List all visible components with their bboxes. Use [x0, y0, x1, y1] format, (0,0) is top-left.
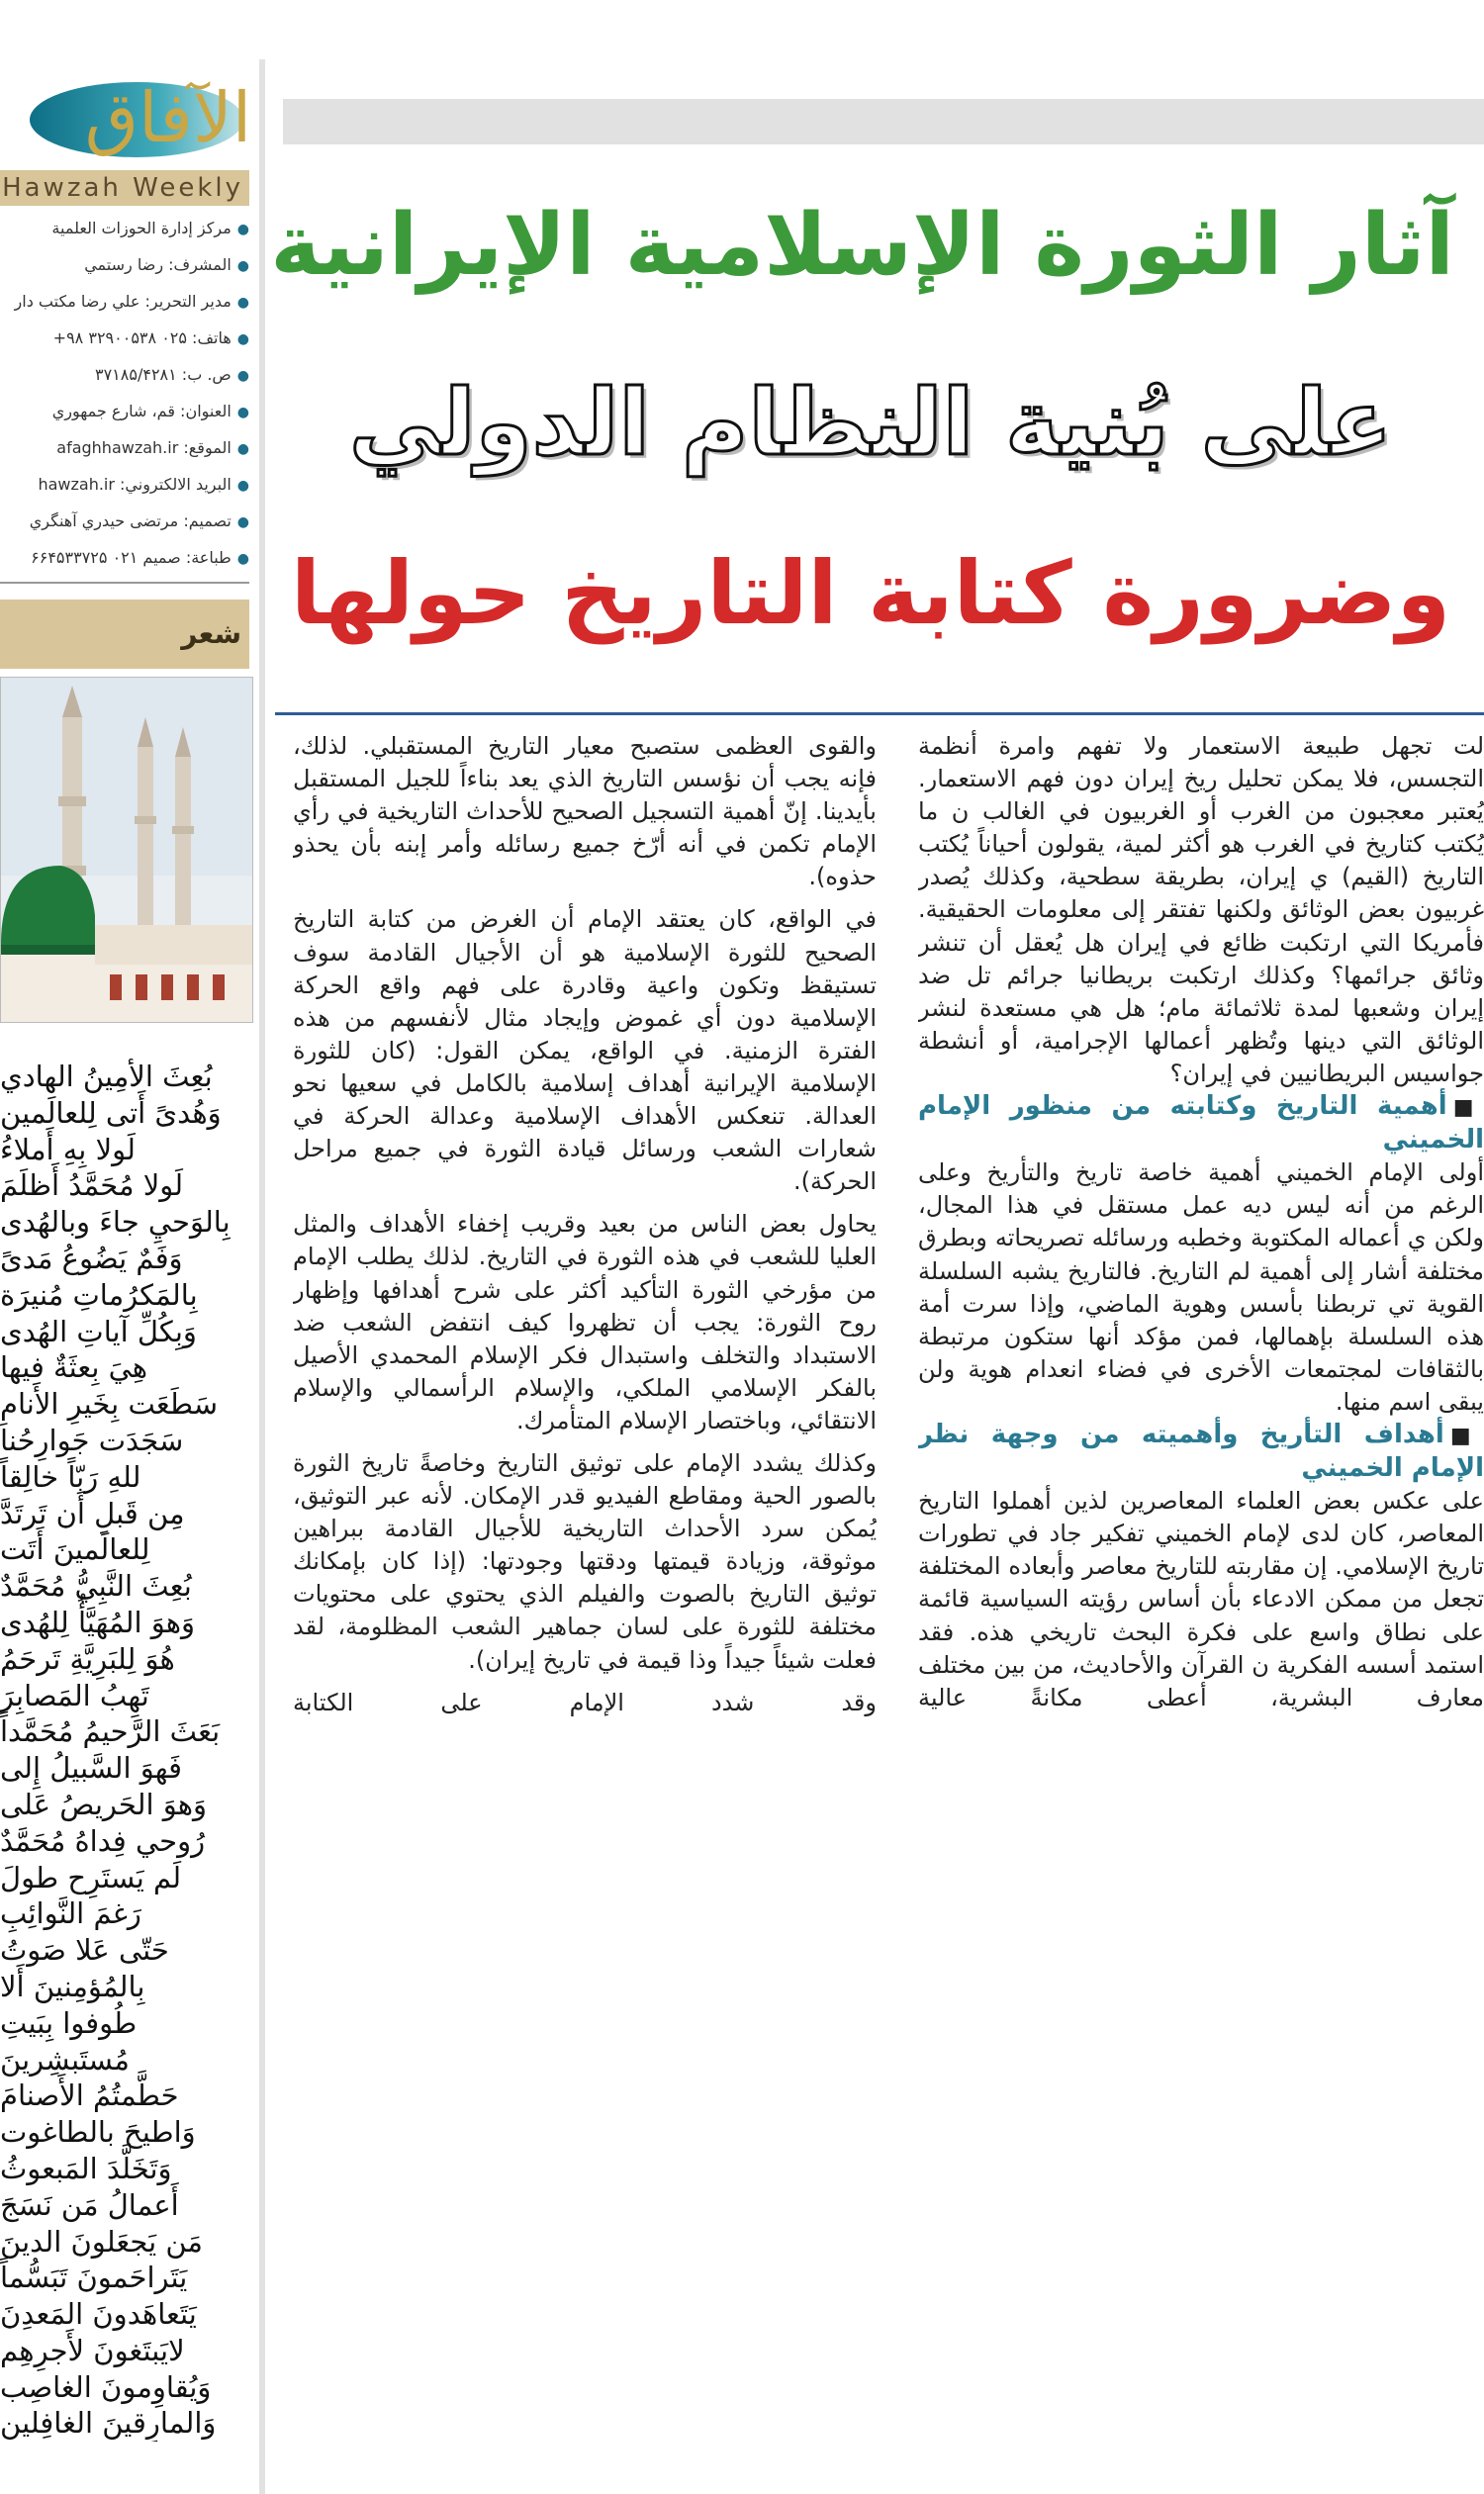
poem-line: يَتَراحَمونَ تَبَسُّماً — [0, 2261, 188, 2295]
poem-line: للهِ رَبّاً خالِقاً — [0, 1459, 141, 1494]
poem-line: حَطَّمتُمُ الأَصنامَ — [0, 2078, 179, 2113]
poem-line: وَفَمٌ يَضُوعُ مَدىً — [0, 1241, 183, 1275]
masthead-line: ●تصميم: مرتضى حيدري آهنگري — [29, 511, 249, 530]
paragraph: على عكس بعض العلماء المعاصرين لذين أهملوا التاريخ المعاصر، كان لدى لإمام الخميني تفكير جاد في تطورات تاريخ الإسلامي. إن مقاربته للتاريخ معاصر وأبعاده المختلفة تجعل من ممكن الادعاء بأن أساس رؤيته السياسية قائمة على نطاق واسع على فكرة البحث تاريخي هذه. فقد استمد أسسه الفكرية ن القرآن والأحاديث، من بين مختلف معارف البشرية، أعطى مكانةً عالية — [918, 1487, 1484, 1711]
poem-line: مُستَبشِرينَ — [0, 2042, 130, 2077]
paragraph-gap — [293, 1677, 877, 1687]
publication-logo — [20, 54, 249, 173]
poem-line: سَطَعَت بِخَيرِ الأَنامِ — [0, 1387, 218, 1422]
headline-divider — [275, 712, 1484, 715]
article-column-right — [918, 730, 1484, 2494]
masthead-line: ●الموقع: afaghhawzah.ir — [56, 438, 249, 457]
headline-line-1: آثار الثورة الإسلامية الإيرانية — [270, 196, 1454, 295]
bullet-icon: ● — [236, 478, 249, 494]
poem-line: طُوفوا بِبَيتِ — [0, 2005, 138, 2040]
subheading: ■أهمية التاريخ وكتابته من منظور الإمام الخميني — [918, 1091, 1484, 1155]
poem-line: وَهوَ المُهَيَّأُ لِلهُدى — [0, 1605, 196, 1639]
poem-line: سَجَدَت جَوارِحُنا — [0, 1423, 184, 1457]
bullet-icon: ● — [236, 405, 249, 420]
masthead-line: ●العنوان: قم، شارع جمهوري — [51, 402, 249, 420]
masthead-line: ●مركز إدارة الحوزات العلمية — [51, 219, 249, 237]
poem — [0, 1059, 255, 2442]
masthead-line: ●ص. ب: ۳۷۱۸۵/۴۲۸۱ — [94, 365, 249, 384]
weekly-label: Hawzah Weekly — [0, 170, 249, 206]
subheading: ■أهداف التأريخ وأهميته من وجهة نظر الإمام الخميني — [918, 1419, 1484, 1484]
poem-line: لِلعالَمينَ أَتَت — [0, 1532, 150, 1567]
bullet-icon: ● — [236, 368, 249, 384]
paragraph: والقوى العظمى ستصبح معيار التاريخ المستقبلي. لذلك، فإنه يجب أن نؤسس التاريخ الذي يعد بناءاً للجيل المستقبل بأيدينا. إنّ أهمية التسجيل الصحيح للأحداث التاريخية في رأي الإمام تكمن في أنه أرّخ جميع رسائله وأمر إبنه بأن يحذو حذوه). — [293, 732, 877, 891]
bullet-icon: ● — [236, 295, 249, 311]
headline-line-2: على بُنية النظام الدولي — [348, 370, 1393, 476]
masthead-line: ●هاتف: ۰۲۵ ۳۲۹۰۰۵۳۸ ۹۸+ — [52, 328, 249, 347]
paragraph: وقد شدد الإمام على الكتابة — [293, 1688, 877, 1716]
masthead-info — [0, 210, 249, 576]
poem-line: بُعِثَ الأَمِينُ الهادي — [0, 1060, 213, 1093]
poem-line: وَبِكُلِّ آياتِ الهُدى — [0, 1314, 197, 1348]
poem-line: لَم يَستَرِح طولَ — [0, 1860, 182, 1894]
poem-line: رُوحي فِداهُ مُحَمَّدٌ — [0, 1823, 206, 1858]
logo-graphic — [20, 54, 249, 173]
paragraph-gap — [293, 1437, 877, 1447]
poem-line: رَغمَ النَّوائِبِ — [0, 1896, 141, 1931]
poem-line: لَولا بِهِ أَملاءُ — [0, 1132, 136, 1166]
column-divider — [259, 59, 265, 2494]
poem-line: لايَبتَغونَ لأَجرِهِم — [0, 2333, 185, 2367]
square-bullet-icon: ■ — [1452, 1095, 1484, 1121]
bullet-icon: ● — [236, 222, 249, 237]
sidebar — [0, 0, 265, 2494]
poem-line: بِالمَكرُماتِ مُنيرَة — [0, 1277, 198, 1312]
poem-line: بِالوَحيِ جاءَ وبالهُدى — [0, 1205, 231, 1240]
poem-line: وَهُدىً أَتى لِلعالَمين — [0, 1095, 222, 1130]
masthead-line: ●البريد الالكتروني: hawzah.ir — [38, 475, 249, 494]
poem-line: مِن قَبلِ أَن تَرتَدَّ — [0, 1496, 185, 1530]
divider — [0, 582, 249, 584]
article-column-middle — [293, 730, 877, 2494]
poem-line: لَولا مُحَمَّدُ أَظلَمَ — [0, 1168, 184, 1203]
bullet-icon: ● — [236, 551, 249, 567]
poem-line: وَالمارِقينَ الغافِلين — [0, 2406, 217, 2441]
poem-line: وَيُقاوِمونَ الغاصِب — [0, 2369, 212, 2404]
paragraph-gap — [293, 893, 877, 903]
poem-line: بِالمُؤمِنينَ أَلا — [0, 1969, 145, 2003]
poem-line: بُعِثَ النَّبِيُّ مُحَمَّدٌ — [0, 1569, 192, 1604]
logo-text: الآفاق — [84, 77, 249, 158]
bullet-icon: ● — [236, 441, 249, 457]
paragraph: أولى الإمام الخميني أهمية خاصة تاريخ والتأريخ وعلى الرغم من أنه ليس ديه عمل مستقل في هذا المجال، ولكن ي أعماله المكتوبة وخطبه ورسائله تصريحاته وبطرق مختلفة أشار إلى أهمية لم التاريخ. فالتاريخ يشبه السلسلة القوية تي تربطنا بأسس وهوية الماضي، وإذا سرت أمة هذه السلسلة بإهمالها، فمن مؤكد أنها ستكون مرتبطة بالثقافات لمجتمعات الأخرى في فضاء انعدام هوية ولن يبقى اسم منها. — [918, 1158, 1484, 1416]
paragraph: لت تجهل طبيعة الاستعمار ولا تفهم وامرة أنظمة التجسس، فلا يمكن تحليل ريخ إيران دون فهم الاستعمار. يُعتبر معجبون من الغرب أو الغربيون في الغالب ن ما يُكتب كتاريخ في الغرب هو أكثر لمية، يقولون أحياناً يُكتب التاريخ (القيم) ي إيران، بطريقة سطحية، وكذلك يُصدر غربيون بعض الوثائق ولكنها تفتقر إلى معلومات الحقيقية. فأمريكا التي ارتكبت ظائع في إيران هل يُعقل أن تنشر وثائق جرائمها؟ وكذلك ارتكبت بريطانيا جرائم تل ضد إيران وشعبها لمدة ثلاثمائة مام؛ هل هي مستعدة لنشر الوثائق التي دينها وتُظهر أعمالها الإجرامية، أو أنشطة جواسيس البريطانيين في إيران؟ — [918, 732, 1484, 1087]
headline-line-3: وضرورة كتابة التاريخ حولها — [290, 542, 1451, 644]
poem-line: وَهوَ الحَريصُ عَلى — [0, 1787, 208, 1821]
poem-line: فَهوَ السَّبيلُ إِلى — [0, 1751, 182, 1786]
bullet-icon: ● — [236, 258, 249, 274]
poem-line: حَتّى عَلا صَوتُ — [0, 1933, 169, 1968]
bullet-icon: ● — [236, 514, 249, 530]
poem-line: بَعَثَ الرَّحيمُ مُحَمَّداً — [0, 1714, 221, 1749]
paragraph: في الواقع، كان يعتقد الإمام أن الغرض من كتابة التاريخ الصحيح للثورة الإسلامية هو أن الأجيال القادمة سوف تستيقظ وتكون واعية وقادرة على فهم واقع الحركة الإسلامية دون أي غموض وإيجاد مثال لأنفسهم من هذه الفترة الزمنية. في الواقع، يمكن القول: (كان للثورة الإسلامية الإيرانية أهداف إسلامية بالكامل في سعيها نحو العدالة. تنعكس الأهداف الإسلامية وعدالة الحركة في شعارات الشعب ورسائل قيادة الثورة في جميع مراحل الحركة). — [293, 905, 877, 1196]
paragraph-gap — [293, 1198, 877, 1208]
header-band — [283, 99, 1484, 144]
paragraph: يحاول بعض الناس من بعيد وقريب إخفاء الأهداف والمثل العليا للشعب في هذه الثورة في التاريخ. لذلك يطلب الإمام من مؤرخي الثورة التأكيد أكثر على شرح أهدافها وإظهار روح الثورة: يجب أن تظهروا كيف انتفض الشعب ضد الاستبداد والتخلف واستبدال فكر الإسلام المحمدي الأصيل بالفكر الإسلامي الملكي، والإسلام الرأسمالي والإسلام الانتقائي، وباختصار الإسلام المتأمرك. — [293, 1210, 877, 1434]
masthead-line: ●المشرف: رضا رستمي — [84, 255, 249, 274]
bullet-icon: ● — [236, 331, 249, 347]
masthead-line: ●طباعة: صميم ۰۲۱ ۶۶۴۵۳۳۷۲۵ — [31, 548, 249, 567]
poem-line: مَن يَجعَلونَ الدينَ — [0, 2224, 203, 2259]
paragraph: وكذلك يشدد الإمام على توثيق التاريخ وخاصةً تاريخ الثورة بالصور الحية ومقاطع الفيديو قدر الإمكان. لأنه عبر التوثيق، يُمكن سرد الأحداث التاريخية للأجيال القادمة ببراهين موثوقة، وزيادة قيمتها ودقتها وجودتها: (إذا كان بإمكانك توثيق التاريخ بالصوت والفيلم الذي يحتوي على محتويات مختلفة للثورة على لسان جماهير الشعب المظلومة، لقد فعلت شيئاً جيداً وذا قيمة في تاريخ إيران). — [293, 1448, 877, 1674]
poem-line: تَهِبُ المَصابِرَ — [0, 1678, 149, 1712]
mosque-image — [0, 677, 253, 1023]
poem-line: وَاطيحَ بالطاغوت — [0, 2115, 196, 2150]
poem-line: هُوَ لِلبَرِيَّةِ تَرحَمُ — [0, 1641, 175, 1676]
section-header: شعر — [0, 600, 249, 669]
poem-line: أَعمالُ مَن نَسَجَ — [0, 2187, 179, 2222]
mosque-illustration — [1, 678, 252, 1022]
square-bullet-icon: ■ — [1449, 1423, 1484, 1448]
poem-line: يَتَعاهَدونَ المَعدِنَ — [0, 2297, 197, 2332]
poem-line: هِيَ بِعثَةٌ فيها — [0, 1350, 148, 1385]
masthead-line: ●مدير التحرير: علي رضا مكتب دار — [14, 292, 249, 311]
poem-line: وَتَخَلَّدَ المَبعوثُ — [0, 2151, 172, 2185]
